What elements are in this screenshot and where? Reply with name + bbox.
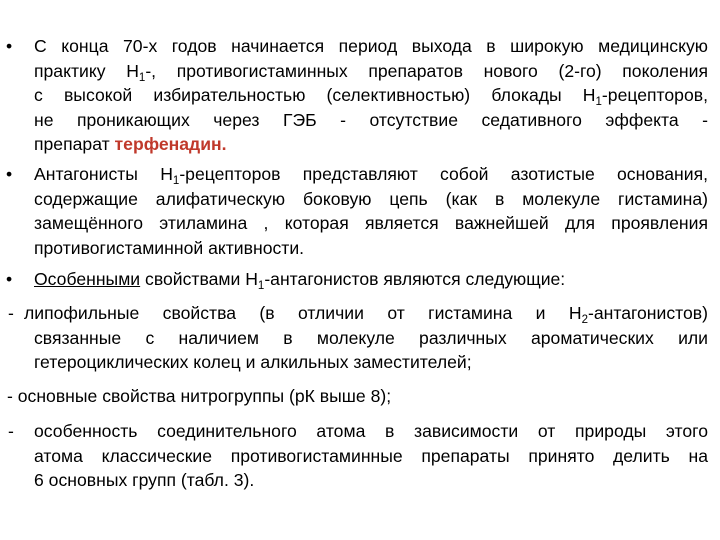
p1-line-3 [34,83,708,108]
subscript: 1 [172,175,180,187]
text: свойствами Н [140,269,258,289]
text: Антагонисты Н [34,164,173,184]
text: препарат [34,134,115,154]
p6-line-3: 6 основных групп (табл. 3). [34,470,255,490]
p1-line-1: С конца 70-х годов начинается период выхода в широкую медицинскую [34,36,708,56]
subscript: 1 [595,96,602,108]
text: -, противогистаминных препаратов нового (2-го) поколения [145,60,708,81]
p6-line-2: атома классические противогистаминные препараты принято делить на [34,445,708,466]
p2-line-4: противогистаминной активности. [34,237,305,258]
paragraph-terfenadine [34,34,708,157]
p6-line-1: особенность соединительного атома в зависимости от природы этого [34,421,708,441]
p4-line-1 [24,301,708,326]
bullet-dot: • [6,269,13,289]
paragraph-h1-antagonists [34,162,708,260]
text: -антагонистов являются следующие: [264,269,566,289]
p3-line-1 [34,267,708,292]
subscript: 2 [581,314,588,326]
list-item-nitro-group [7,384,707,409]
text: -рецепторов представляют собой азотистые основания, [179,164,708,184]
p4-line-2: связанные с наличием в молекуле различных ароматических или [34,327,708,348]
text: -рецепторов, [601,85,708,105]
list-item-lipophilic-cont [34,326,708,375]
bullet-dash: - [8,421,14,441]
p2-line-3: замещённого этиламина , которая является важнейшей для проявления [34,213,708,233]
text: практику Н [34,60,139,81]
p2-line-1 [34,162,708,187]
bullet-dot: • [6,36,13,56]
list-item-lipophilic [24,301,708,326]
p4-line-3: гетероциклических колец и алкильных заместителей; [34,352,472,372]
bullet-dash: - [8,303,14,323]
text: с высокой избирательностью (селективностью) блокады Н [34,85,596,105]
p5-line-1: - основные свойства нитрогруппы (рК выше 8); [7,386,392,406]
p2-line-2: содержащие алифатическую боковую цепь (как в молекуле гистамина) [34,188,708,209]
p1-line-4: не проникающих через ГЭБ - отсутствие седативного эффекта - [34,109,708,130]
underlined-word: Особенными [34,269,141,289]
p1-line-2 [34,59,708,84]
list-item-connecting-atom [34,419,708,493]
highlighted-drug-name: терфенадин. [114,134,227,154]
subscript: 1 [138,71,146,84]
bullet-dot: • [6,164,13,184]
paragraph-special-properties [34,267,708,292]
text: липофильные свойства (в отличии от гистамина и Н [24,303,582,323]
text: -антагонистов) [587,303,708,323]
p1-line-5 [34,132,708,157]
subscript: 1 [257,280,265,292]
